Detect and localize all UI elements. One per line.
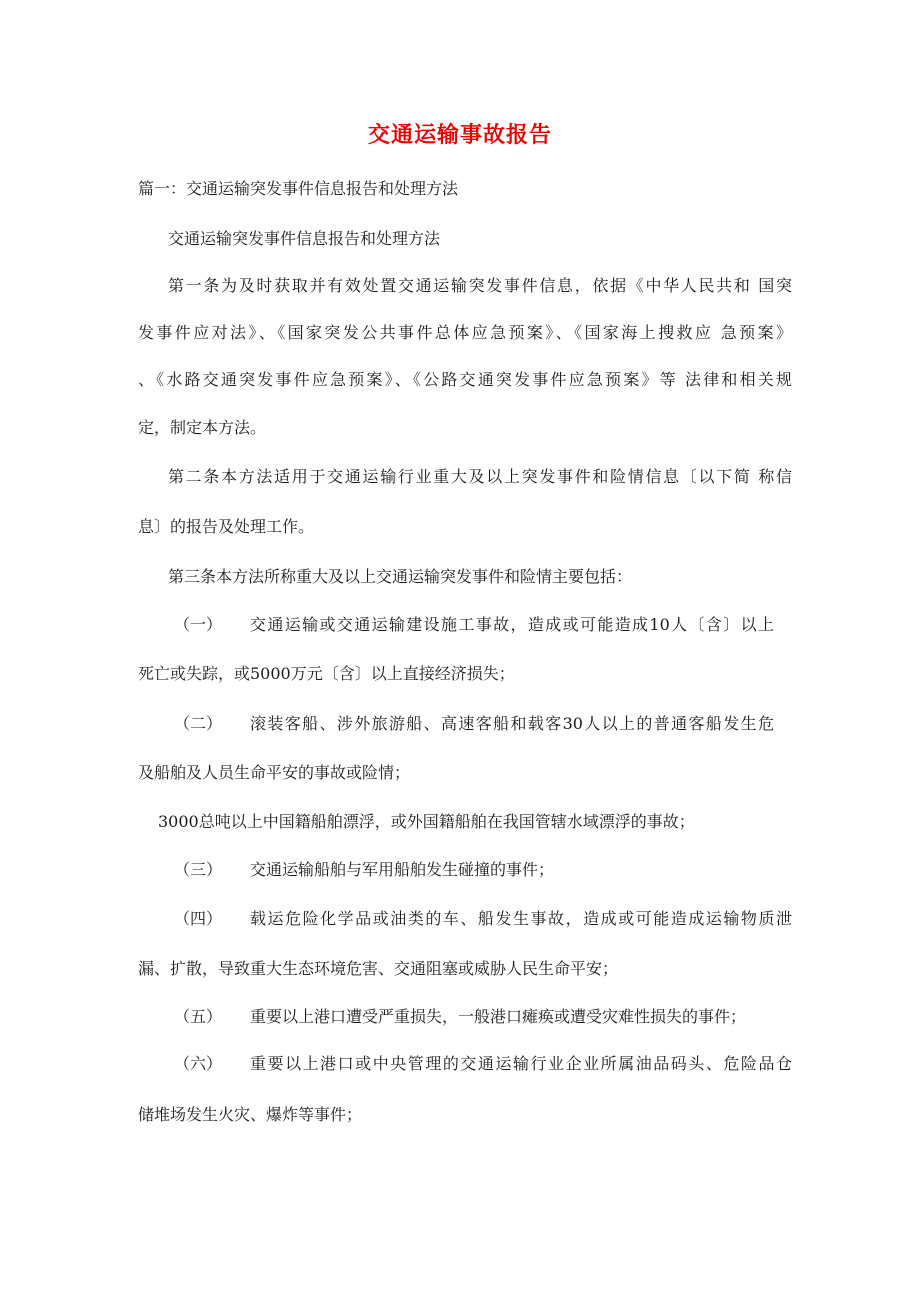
article-1-line-1: 第一条为及时获取并有效处置交通运输突发事件信息，依据《中华人民共和 国突	[168, 276, 792, 295]
article-2-line-1: 第二条本方法适用于交通运输行业重大及以上突发事件和险情信息〔以下简 称信	[168, 467, 792, 486]
item-3-line-1: 交通运输船舶与军用船舶发生碰撞的事件；	[250, 860, 555, 879]
sub-heading: 交通运输突发事件信息报告和处理方法	[168, 229, 441, 248]
article-1-line-3: 、《水路交通突发事件应急预案》、《公路交通突发事件应急预案》等 法律和相关规	[138, 370, 792, 389]
item-4-mark: （四）	[174, 909, 223, 928]
item-1-mark: （一）	[174, 615, 223, 634]
item-2-mark: （二）	[174, 714, 223, 733]
item-5-line-1: 重要以上港口遭受严重损失，一般港口瘫痪或遭受灾难性损失的事件；	[250, 1007, 747, 1026]
item-5-mark: （五）	[174, 1007, 223, 1026]
item-1-line-2: 死亡或失踪，或5000万元〔含〕以上直接经济损失；	[138, 664, 515, 683]
item-4-line-1: 载运危险化学品或油类的车、船发生事故，造成或可能造成运输物质泄	[250, 909, 792, 928]
document-title: 交通运输事故报告	[367, 123, 552, 148]
chapter-heading: 篇一：交通运输突发事件信息报告和处理方法	[138, 179, 459, 198]
article-1-line-2: 发事件应对法》、《国家突发公共事件总体应急预案》、《国家海上搜救应 急预案》	[138, 323, 792, 342]
standalone-line: 3000总吨以上中国籍船舶漂浮，或外国籍船舶在我国管辖水域漂浮的事故；	[158, 812, 695, 831]
article-3-line-1: 第三条本方法所称重大及以上交通运输突发事件和险情主要包括：	[168, 567, 633, 586]
item-6-line-1: 重要以上港口或中央管理的交通运输行业企业所属油品码头、危险品仓	[250, 1054, 792, 1073]
item-6-mark: （六）	[174, 1054, 223, 1073]
item-3-mark: （三）	[174, 860, 223, 879]
article-1-line-4: 定，制定本方法。	[138, 418, 267, 437]
item-4-line-2: 漏、扩散，导致重大生态环境危害、交通阻塞或威胁人民生命平安；	[138, 959, 619, 978]
item-1-line-1: 交通运输或交通运输建设施工事故，造成或可能造成10人〔含〕以上	[250, 615, 774, 634]
item-6-line-2: 储堆场发生火灾、爆炸等事件；	[138, 1105, 363, 1124]
item-2-line-1: 滚装客船、涉外旅游船、高速客船和载客30人以上的普通客船发生危	[250, 714, 774, 733]
item-2-line-2: 及船舶及人员生命平安的事故或险情；	[138, 763, 411, 782]
article-2-line-2: 息〕的报告及处理工作。	[138, 517, 315, 536]
